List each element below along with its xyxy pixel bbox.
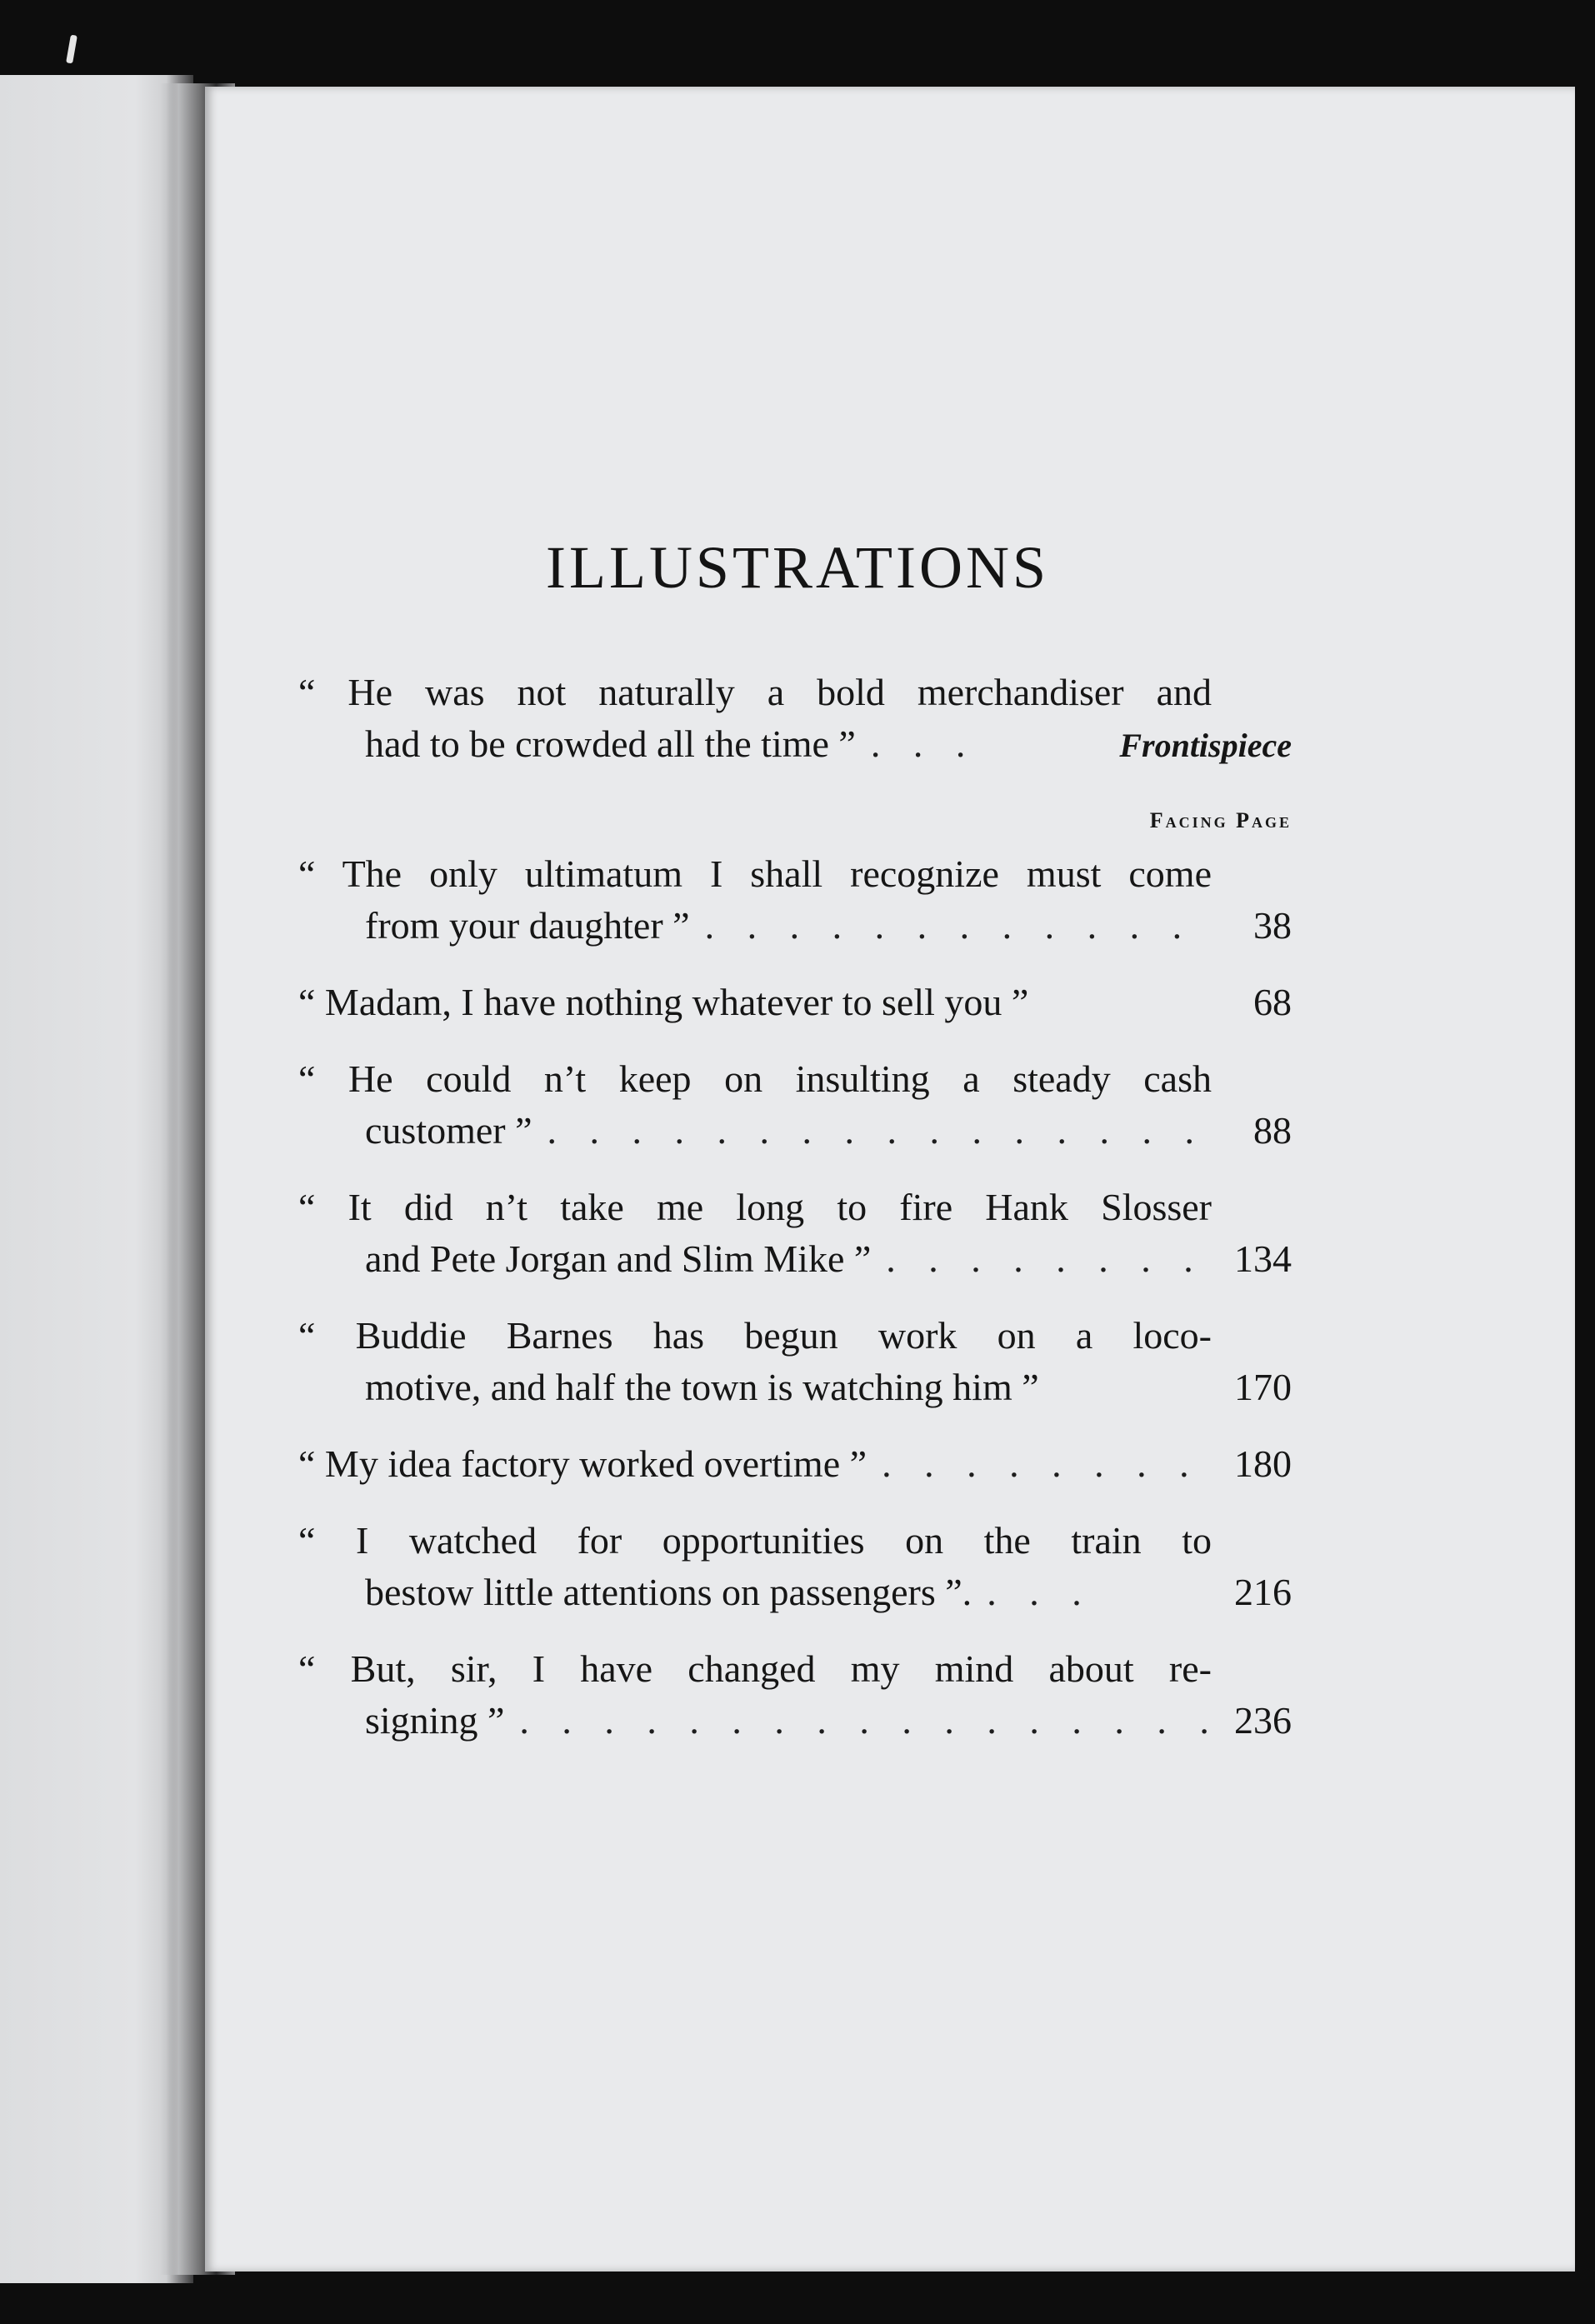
page-number: 68	[1253, 981, 1292, 1023]
page-number: 216	[1234, 1571, 1292, 1613]
page-number: 180	[1234, 1442, 1292, 1485]
entry-text-line: “ Buddie Barnes has begun work on a loco-	[298, 1314, 1212, 1357]
list-item	[298, 667, 1292, 772]
dot-leader	[504, 1695, 1212, 1747]
entry-text-line: had to be crowded all the time ”	[365, 722, 856, 765]
entry-text-line: “ The only ultimatum I shall recognize must come	[298, 852, 1212, 895]
list-item	[298, 1182, 1292, 1285]
entry-text-line: “ He could n’t keep on insulting a steady cash	[298, 1057, 1212, 1100]
dot-leader	[532, 1105, 1212, 1157]
page-heading: ILLUSTRATIONS	[546, 534, 1049, 601]
page-number: 170	[1234, 1366, 1292, 1408]
list-item	[298, 1310, 1292, 1413]
page-number: 88	[1253, 1109, 1292, 1152]
entry-text-line: signing ”	[365, 1699, 505, 1742]
list-item	[298, 808, 1292, 952]
illustrations-list	[298, 667, 1292, 1772]
entry-text-line: “ Madam, I have nothing whatever to sell you ”	[298, 981, 1029, 1023]
entry-text-line: from your daughter ”	[365, 904, 690, 947]
facing-page-label: Facing Page	[1149, 808, 1292, 832]
entry-text-line: and Pete Jorgan and Slim Mike ”	[365, 1237, 872, 1280]
list-item	[298, 1053, 1292, 1157]
entry-text-line: “ I watched for opportunities on the train to	[298, 1519, 1212, 1562]
entry-text-line: customer ”	[365, 1109, 532, 1152]
entry-text-line: bestow little attentions on passengers ”.	[365, 1571, 972, 1613]
dot-leader	[856, 718, 1106, 770]
dot-leader	[690, 900, 1212, 952]
dot-leader	[972, 1567, 1212, 1618]
dot-leader	[867, 1438, 1212, 1490]
entry-text-line: “ But, sir, I have changed my mind about re-	[298, 1647, 1212, 1690]
page-number: 134	[1234, 1237, 1292, 1280]
list-item	[298, 1438, 1292, 1490]
dot-leader	[871, 1233, 1212, 1285]
page-number: 236	[1234, 1699, 1292, 1742]
entry-text-line: “ It did n’t take me long to fire Hank Slosser	[298, 1186, 1212, 1228]
list-item	[298, 1515, 1292, 1618]
page-number: Frontispiece	[1119, 727, 1292, 764]
entry-text-line: motive, and half the town is watching him ”	[365, 1366, 1039, 1408]
entry-text-line: “ He was not naturally a bold merchandiser and	[298, 671, 1212, 713]
list-item	[298, 977, 1292, 1028]
entry-text-line: “ My idea factory worked overtime ”	[298, 1442, 868, 1485]
page-number: 38	[1253, 904, 1292, 947]
list-item	[298, 1643, 1292, 1747]
